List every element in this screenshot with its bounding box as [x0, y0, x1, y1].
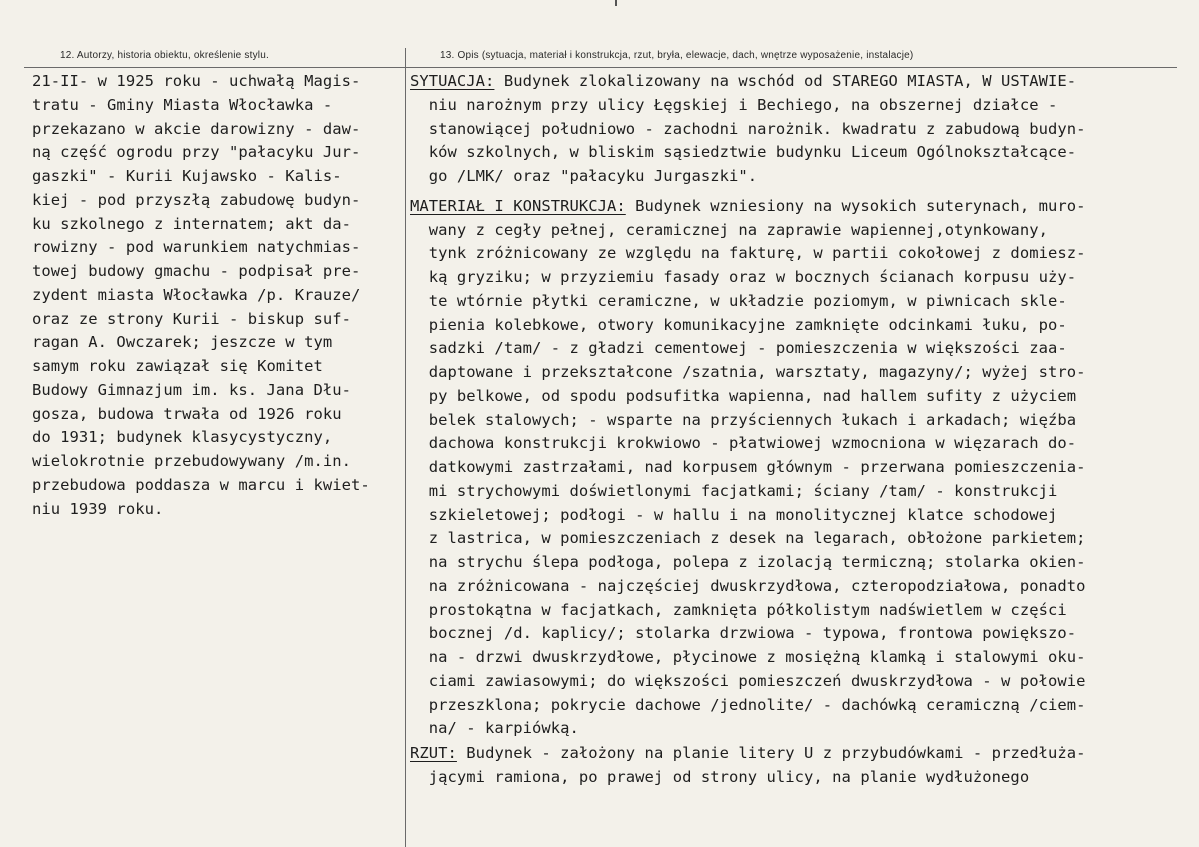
history-column — [32, 70, 402, 521]
sytuacja-text-line: ków szkolnych, w bliskim sąsiedztwie budynku Liceum Ogólnokształcące- — [410, 143, 1077, 162]
description-column — [410, 70, 1185, 790]
history-text-line: gaszki" - Kurii Kujawsko - Kalis- — [32, 167, 342, 185]
material-text-line: datkowymi zastrzałami, nad korpusem głównym - przerwana pomieszczenia- — [410, 458, 1086, 476]
material-text-line: dachowa konstrukcji krokwiowo - płatwiowej wzmocniona w więzarach do- — [410, 434, 1077, 453]
column-divider — [405, 48, 406, 847]
header-divider — [24, 67, 1177, 68]
history-text-line: rowizny - pod warunkiem natychmias- — [32, 238, 361, 257]
material-text-line: prostokątna w facjatkach, zamknięta półkolistym nadświetlem w części — [410, 600, 1067, 619]
material-text-line: sadzki /tam/ - z gładzi cementowej - pomieszczenia w większości zaa- — [410, 339, 1067, 358]
sytuacja-first-line: Budynek zlokalizowany na wschód od STAREGO MIASTA, W USTAWIE- — [494, 72, 1077, 90]
history-text-line: przebudowa poddasza w marcu i kwiet- — [32, 475, 370, 494]
material-heading-line — [410, 195, 1185, 219]
sytuacja-text-line: stanowiącej południowo - zachodni narożnik. kwadratu z zabudową budyn- — [410, 119, 1086, 138]
material-text-line: py belkowe, od spodu podsufitka wapienna, nad hallem sufity z użyciem — [410, 386, 1077, 405]
material-text-line: szkieletowej; podłogi - w hallu i na monolitycznej klatce schodowej — [410, 505, 1058, 524]
sytuacja-text-line: niu narożnym przy ulicy Łęgskiej i Bechiego, na obszernej działce - — [410, 95, 1058, 114]
history-text-line: ragan A. Owczarek; jeszcze w tym — [32, 333, 333, 352]
material-label: MATERIAŁ I KONSTRUKCJA: — [410, 196, 626, 215]
sytuacja-label: SYTUACJA: — [410, 72, 495, 90]
section-13-header: 13. Opis (sytuacja, materiał i konstrukcja, rzut, bryła, elewacje, dach, wnętrze wyposażenie, instalacje) — [440, 50, 914, 61]
rzut-first-line: Budynek - założony na planie litery U z przybudówkami - przedłuża- — [456, 744, 1086, 762]
material-text-line: daptowane i przekształcone /szatnia, warsztaty, magazyny/; wyżej stro- — [410, 363, 1086, 381]
material-text-line: wany z cegły pełnej, ceramicznej na zaprawie wapiennej,otynkowany, — [410, 220, 1048, 239]
history-text-line: gosza, budowa trwała od 1926 roku — [32, 404, 342, 423]
history-text-line: zydent miasta Włocławka /p. Krauze/ — [32, 285, 361, 304]
history-text-line: ną część ogrodu przy "pałacyku Jur- — [32, 143, 361, 162]
material-text-line: ką gryziku; w przyziemiu fasady oraz w bocznych ścianach korpusu uży- — [410, 268, 1077, 286]
history-text-line: oraz ze strony Kurii - biskup suf- — [32, 309, 351, 328]
material-text-line: przeszklona; pokrycie dachowe /jednolite/ - dachówką ceramiczną /ciem- — [410, 695, 1086, 714]
material-text-line: pienia kolebkowe, otwory komunikacyjne zamknięte odcinkami łuku, po- — [410, 315, 1067, 334]
rzut-text-line: jącymi ramiona, po prawej od strony ulicy, na planie wydłużonego — [410, 767, 1030, 786]
history-text-line: samym roku zawiązał się Komitet — [32, 357, 323, 375]
history-text-line: wielokrotnie przebudowywany /m.in. — [32, 452, 351, 470]
material-body — [410, 219, 1185, 742]
material-text-line: bocznej /d. kaplicy/; stolarka drzwiowa - typowa, frontowa powiększo- — [410, 624, 1077, 643]
history-text-line: przekazano w akcie darowizny - daw- — [32, 119, 361, 138]
history-text-line: 21-II- w 1925 roku - uchwałą Magis- — [32, 72, 361, 90]
history-text-line: kiej - pod przyszłą zabudowę budyn- — [32, 190, 361, 209]
material-text-line: te wtórnie płytki ceramiczne, w układzie poziomym, w piwnicach skle- — [410, 291, 1067, 310]
sytuacja-heading-line — [410, 70, 1185, 94]
material-text-line: na strychu ślepa podłoga, polepa z izolacją termiczną; stolarka okien- — [410, 553, 1086, 571]
material-text-line: na zróżnicowana - najczęściej dwuskrzydłowa, czteropodziałowa, ponadto — [410, 576, 1086, 595]
history-text-line: do 1931; budynek klasycystyczny, — [32, 428, 333, 447]
material-text-line: ciami zawiasowymi; do większości pomieszczeń dwuskrzydłowa - w połowie — [410, 671, 1086, 690]
rzut-label: RZUT: — [410, 744, 457, 762]
section-12-header: 12. Autorzy, historia obiektu, określenie stylu. — [60, 50, 269, 61]
material-text-line: na - drzwi dwuskrzydłowe, płycinowe z mosiężną klamką i stalowymi oku- — [410, 648, 1086, 666]
material-text-line: na/ - karpiówką. — [410, 719, 579, 738]
history-text-line: Budowy Gimnazjum im. ks. Jana Dłu- — [32, 380, 351, 399]
material-first-line: Budynek wzniesiony na wysokich suterynach, muro- — [625, 196, 1086, 215]
rzut-heading-line — [410, 742, 1185, 766]
material-text-line: z lastrica, w pomieszczeniach z desek na legarach, obłożone parkietem; — [410, 529, 1086, 548]
material-text-line: mi strychowymi doświetlonymi facjatkami; ściany /tam/ - konstrukcji — [410, 481, 1058, 500]
history-text-line: ku szkolnego z internatem; akt da- — [32, 214, 351, 233]
history-text-line: tratu - Gminy Miasta Włocławka - — [32, 95, 333, 114]
sytuacja-body — [410, 94, 1185, 189]
history-text-line: towej budowy gmachu - podpisał pre- — [32, 262, 361, 280]
rzut-body — [410, 766, 1185, 790]
material-text-line: belek stalowych; - wsparte na przyściennych łukach i arkadach; więźba — [410, 410, 1077, 429]
material-text-line: tynk zróżnicowany ze względu na fakturę, w partii cokołowej z domiesz- — [410, 244, 1086, 263]
history-text-line: niu 1939 roku. — [32, 499, 164, 518]
sytuacja-text-line: go /LMK/ oraz "pałacyku Jurgaszki". — [410, 167, 758, 185]
top-edge-mark — [615, 0, 617, 6]
